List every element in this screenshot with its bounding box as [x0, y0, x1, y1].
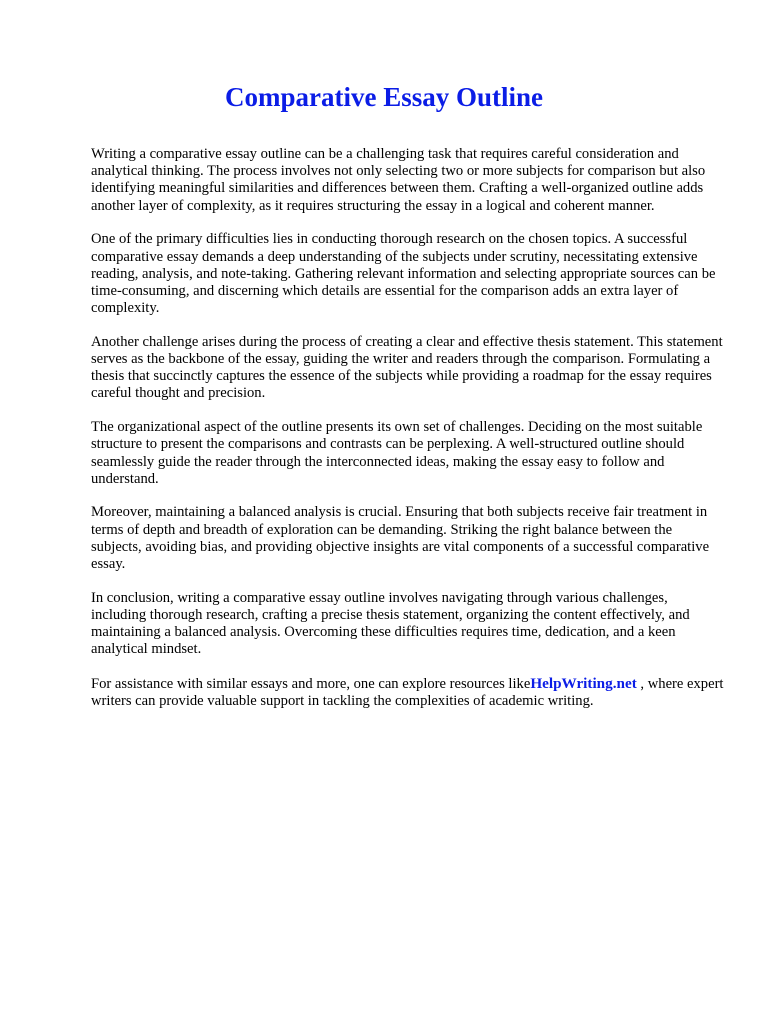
paragraph-thesis: Another challenge arises during the process of creating a clear and effective thesis statement. This statement serves as the backbone of the essay, guiding the writer and readers through the comparison. Formulating a thesis that succinctly captures the essence of the subjects while providing a roadmap for the essay requires careful thought and precision. [91, 333, 723, 402]
page-title: Comparative Essay Outline [224, 82, 543, 112]
paragraph-balance: Moreover, maintaining a balanced analysis is crucial. Ensuring that both subjects receive fair treatment in terms of depth and breadth of exploration can be demanding. Striking the right balance between the subjects, avoiding bias, and providing objective insights are vital components of a successful comparative essay. [91, 504, 710, 573]
paragraph-organization: The organizational aspect of the outline presents its own set of challenges. Deciding on the most suitable structure to present the comparisons and contrasts can be perplexing. A well-structured outline should seamlessly guide the reader through the interconnected ideas, making the essay easy to follow and understand. [91, 419, 703, 487]
paragraph-conclusion: In conclusion, writing a comparative essay outline involves navigating through various challenges, including thorough research, crafting a precise thesis statement, organizing the content effectively, and maintaining a balanced analysis. Overcoming these difficulties requires time, dedication, and a keen analytical mindset. [91, 589, 690, 658]
helpwriting-link[interactable]: HelpWriting.net [530, 675, 637, 693]
closing-text-after-link: , where expert writers can provide valuable support in tackling the complexities of academic writing. [91, 676, 724, 710]
paragraph-research: One of the primary difficulties lies in conducting thorough research on the chosen topics. A successful comparative essay demands a deep understanding of the subjects under scrutiny, necessitating extensive reading, analysis, and note-taking. Gathering relevant information and selecting appropriate sources can be time-consuming, and discerning which details are essential for the comparison adds an extra layer of complexity. [91, 231, 716, 317]
document-body [91, 146, 726, 727]
paragraph-intro: Writing a comparative essay outline can be a challenging task that requires careful consideration and analytical thinking. The process involves not only selecting two or more subjects for comparison but also identifying meaningful similarities and differences between them. Crafting a well-organized outline adds another layer of complexity, as it requires structuring the essay in a logical and coherent manner. [91, 146, 706, 214]
paragraph-closing [91, 675, 726, 710]
closing-text-before-link: For assistance with similar essays and more, one can explore resources like [91, 676, 531, 693]
